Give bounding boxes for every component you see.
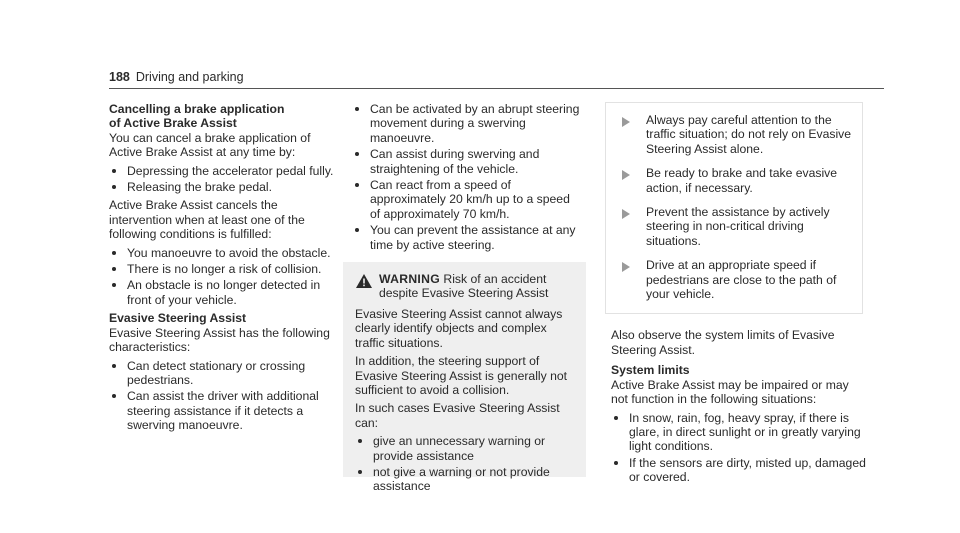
warning-paragraph: Evasive Steering Assist cannot always clearly identify objects and complex traffic situations.: [355, 306, 563, 350]
list-item: Depressing the accelerator pedal fully.: [109, 164, 335, 178]
paragraph: Also observe the system limits of Evasive Steering Assist.: [611, 328, 835, 357]
paragraph: Evasive Steering Assist has the following characteristics:: [109, 325, 330, 355]
bullet-icon: [112, 283, 116, 287]
action-step: Prevent the assistance by actively steering in non-critical driving situations.: [618, 205, 852, 248]
list-item: In snow, rain, fog, heavy spray, if there is glare, in direct sunlight or in greatly varying light conditions.: [611, 411, 867, 454]
list-item: You can prevent the assistance at any time by active steering.: [352, 223, 582, 252]
page-header: [109, 70, 884, 84]
list-item: give an unnecessary warning or provide assistance: [355, 434, 576, 463]
action-step: Drive at an appropriate speed if pedestrians are close to the path of your vehicle.: [618, 258, 852, 301]
list-item: Can be activated by an abrupt steering movement during a swerving manoeuvre.: [352, 102, 582, 145]
column-1: [109, 102, 335, 437]
heading-evasive-steering: Evasive Steering Assist: [109, 311, 247, 326]
paragraph: You can cancel a brake application of Active Brake Assist at any time by:: [109, 130, 311, 160]
bullet-list: [109, 359, 335, 433]
warning-title: Risk of an accident despite Evasive Steering Assist: [379, 272, 549, 301]
bullet-icon: [112, 394, 116, 398]
bullet-icon: [112, 185, 116, 189]
list-item: not give a warning or not provide assistance: [355, 465, 576, 494]
warning-list: [355, 434, 576, 494]
column-3: [611, 102, 867, 489]
section-title: Driving and parking: [135, 70, 244, 84]
action-steps-box: [605, 102, 863, 314]
bullet-icon: [614, 416, 618, 420]
bullet-icon: [112, 364, 116, 368]
bullet-icon: [358, 470, 362, 474]
list-item: If the sensors are dirty, misted up, damaged or covered.: [611, 456, 867, 485]
list-item: Can assist during swerving and straightening of the vehicle.: [352, 147, 582, 176]
arrow-right-icon: [622, 169, 632, 195]
page-number: 188: [109, 70, 130, 84]
list-item: Releasing the brake pedal.: [109, 180, 335, 194]
paragraph: Active Brake Assist cancels the intervention when at least one of the following conditions is fulfilled:: [109, 198, 305, 242]
warning-paragraph: In addition, the steering support of Evasive Steering Assist is generally not sufficient to avoid a collision.: [355, 354, 568, 397]
warning-triangle-icon: [355, 273, 373, 292]
list-item: Can assist the driver with additional steering assistance if it detects a swerving manoeuvre.: [109, 389, 335, 432]
arrow-right-icon: [622, 116, 632, 156]
list-item: Can react from a speed of approximately 20 km/h up to a speed of approximately 70 km/h.: [352, 178, 582, 221]
arrow-right-icon: [622, 261, 632, 301]
list-item: An obstacle is no longer detected in front of your vehicle.: [109, 278, 335, 307]
bullet-icon: [112, 251, 116, 255]
bullet-list: [109, 246, 335, 308]
bullet-icon: [355, 107, 359, 111]
list-item: There is no longer a risk of collision.: [109, 262, 335, 276]
action-step: Be ready to brake and take evasive action, if necessary.: [618, 166, 852, 195]
bullet-icon: [355, 152, 359, 156]
bullet-list: [109, 164, 335, 195]
bullet-icon: [614, 461, 618, 465]
warning-label: WARNING: [379, 272, 441, 287]
bullet-list: [352, 102, 582, 252]
list-item: You manoeuvre to avoid the obstacle.: [109, 246, 335, 260]
warning-header: [355, 272, 576, 301]
system-limits-section: [611, 328, 867, 484]
bullet-icon: [355, 183, 359, 187]
arrow-right-icon: [622, 208, 632, 248]
bullet-icon: [112, 169, 116, 173]
warning-paragraph: In such cases Evasive Steering Assist can:: [355, 401, 560, 430]
list-item: Can detect stationary or crossing pedestrians.: [109, 359, 335, 388]
bullet-icon: [355, 228, 359, 232]
bullet-icon: [112, 267, 116, 271]
paragraph: Active Brake Assist may be impaired or may not function in the following situations:: [611, 377, 849, 407]
heading-cancel-brake: Cancelling a brake application of Active Brake Assist: [109, 102, 285, 131]
column-2: [352, 102, 582, 494]
bullet-icon: [358, 439, 362, 443]
bullet-list: [611, 411, 867, 485]
heading-system-limits: System limits: [611, 363, 690, 378]
warning-box: [343, 262, 586, 494]
action-step: Always pay careful attention to the traffic situation; do not rely on Evasive Steering Assist alone.: [618, 113, 852, 156]
header-rule: [109, 88, 884, 89]
